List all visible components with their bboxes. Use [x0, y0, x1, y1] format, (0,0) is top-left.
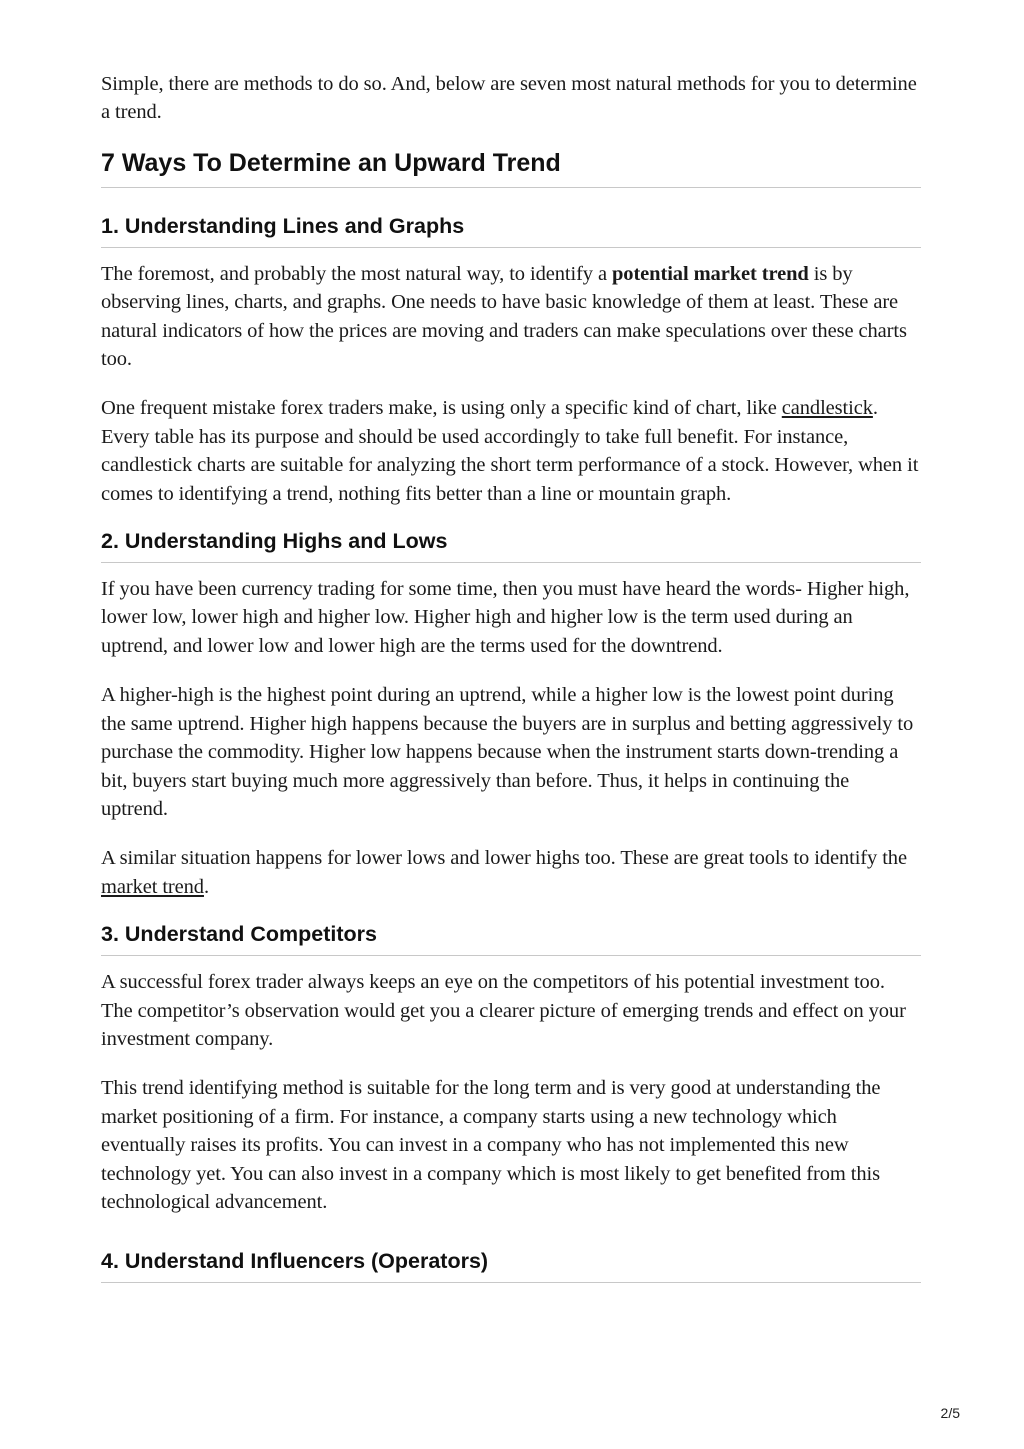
text-span: . Every table has its purpose and should be used accordingly to take full benefit. For instance, candlestick charts are suitable for analyzing the short term performance of a stock. However, when it comes to identifying a trend, nothing fits better than a line or mountain graph.	[101, 397, 919, 505]
section-1-heading: 1. Understanding Lines and Graphs	[101, 214, 921, 248]
section-2-paragraph-1: If you have been currency trading for some time, then you must have heard the words- Higher high, lower low, lower high and higher low. Higher high and higher low is the term used during an uptrend, and lower low and lower high are the terms used for the downtrend.	[101, 578, 910, 657]
section-2-paragraph-2: A higher-high is the highest point during an uptrend, while a higher low is the lowest point during the same uptrend. Higher high happens because the buyers are in surplus and betting aggressively to purchase the commodity. Higher low happens because when the instrument starts down-trending a bit, buyers start buying much more aggressively than before. Thus, it helps in continuing the uptrend.	[101, 684, 914, 820]
section-3-heading: 3. Understand Competitors	[101, 922, 921, 956]
text-span: A similar situation happens for lower lows and lower highs too. These are great tools to identify the	[101, 847, 907, 870]
bold-phrase: potential market trend	[612, 262, 809, 285]
text-span: is by observing lines, charts, and graphs. One needs to have basic knowledge of them at least. These are natural indicators of how the prices are moving and traders can make speculations over these charts too.	[101, 262, 907, 371]
section-3-paragraph-2: This trend identifying method is suitable for the long term and is very good at understanding the market positioning of a firm. For instance, a company starts using a new technology which eventually raises its profits. You can invest in a company who has not implemented this new technology yet. You can also invest in a company which is most likely to get benefited from this technological advancement.	[101, 1077, 881, 1213]
text-span: The foremost, and probably the most natural way, to identify a	[101, 262, 612, 285]
section-3-paragraph-1: A successful forex trader always keeps an eye on the competitors of his potential investment too. The competitor’s observation would get you a clearer picture of emerging trends and effect on your investment company.	[101, 971, 906, 1050]
article-body	[101, 70, 921, 1295]
text-span: .	[203, 875, 209, 898]
main-heading: 7 Ways To Determine an Upward Trend	[101, 149, 921, 188]
page-number: 2/5	[940, 1405, 960, 1421]
text-span: One frequent mistake forex traders make, is using only a specific kind of chart, like	[101, 397, 782, 420]
section-1-paragraph-1	[101, 260, 921, 374]
section-2-heading: 2. Understanding Highs and Lows	[101, 529, 921, 563]
section-2-paragraph-3	[101, 844, 921, 901]
candlestick-link[interactable]: candlestick	[781, 397, 873, 420]
market-trend-link[interactable]: market trend	[101, 875, 204, 898]
section-1-paragraph-2	[101, 394, 921, 508]
section-4-heading: 4. Understand Influencers (Operators)	[101, 1249, 921, 1283]
intro-paragraph: Simple, there are methods to do so. And, below are seven most natural methods for you to determine a trend.	[101, 73, 917, 124]
